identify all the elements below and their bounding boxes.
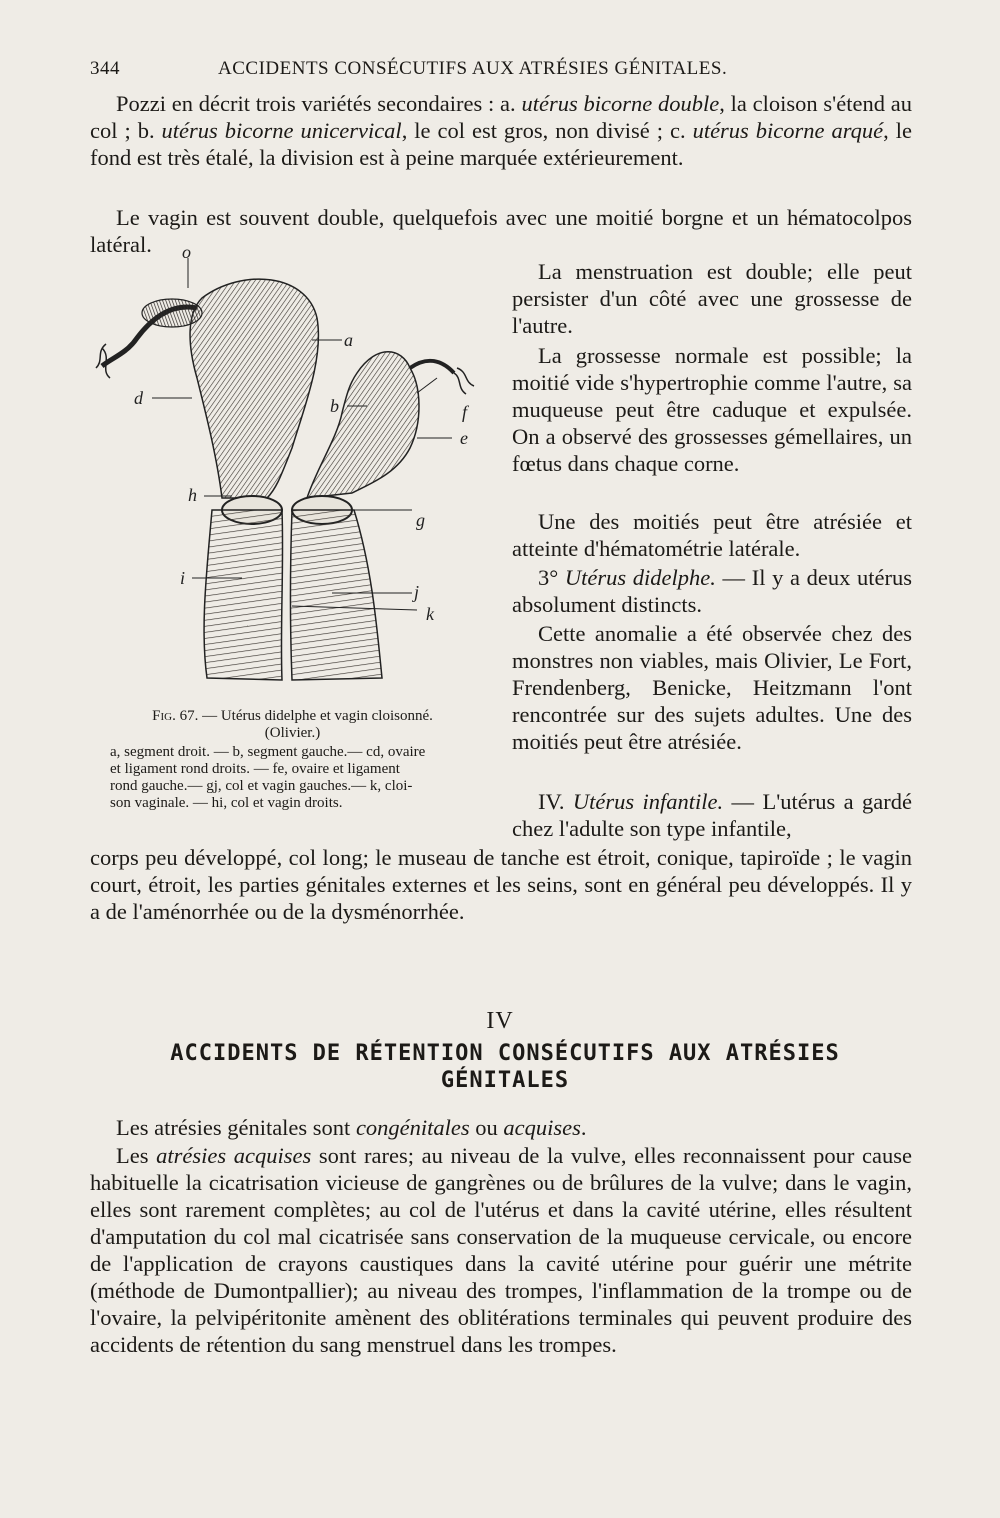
figure-label: f bbox=[462, 402, 468, 422]
text-run: . bbox=[580, 1115, 587, 1140]
italic-term: Utérus infantile. bbox=[572, 789, 724, 814]
text-run: ou bbox=[469, 1115, 504, 1140]
figure-label: e bbox=[460, 428, 468, 448]
text-run: Pozzi en décrit trois variétés secondaires : a. bbox=[116, 91, 522, 116]
text-run: sont rares; au niveau de la vulve, elles reconnaissent pour cause habituelle la cicatrisation vicieuse de gangrènes ou de brûlures de la vulve; dans le vagin, elles sont rarement complètes; au col de l'utérus et dans la cavité utérine, elles résultent d'amputation du col mal cicatrisée sans conservation de la muqueuse cervicale, ou encore de l'application de crayons caustiques dans la cavité utérine pour guérir une métrite (méthode de Dumontpallier); au niveau des trompes, l'inflammation de la trompe ou de l'ovaire, la pelvipéritonite amènent des oblitérations terminales qui peuvent produire des accidents de rétention du sang menstruel dans les trompes. bbox=[90, 1143, 912, 1357]
text-run: Les atrésies génitales sont bbox=[116, 1115, 356, 1140]
section-title: ACCIDENTS DE RÉTENTION CONSÉCUTIFS AUX ATRÉSIES GÉNITALES bbox=[170, 1041, 840, 1093]
paragraph-uterus-infantile bbox=[512, 788, 912, 842]
figure-label: o bbox=[182, 248, 191, 262]
text-run: 3° bbox=[538, 565, 565, 590]
paragraph-atresies-types bbox=[90, 1114, 912, 1141]
text-run: , le col est gros, non divisé ; c. bbox=[401, 118, 693, 143]
paragraph-atresie: Une des moitiés peut être atrésiée et atteinte d'hématométrie latérale. bbox=[512, 509, 912, 561]
running-title: ACCIDENTS CONSÉCUTIFS AUX ATRÉSIES GÉNITALES. bbox=[218, 58, 728, 79]
text-run: , la cloison s'étend au col ; b. bbox=[90, 91, 912, 143]
caption-title bbox=[110, 708, 475, 725]
figure-label: i bbox=[180, 568, 186, 588]
figure-label: b bbox=[330, 396, 339, 416]
paragraph-uterus-didelphe bbox=[512, 564, 912, 618]
italic-term: utérus bicorne double bbox=[521, 91, 720, 116]
caption-legend-line: et ligament rond droits. — fe, ovaire et ligament bbox=[110, 761, 400, 777]
paragraph-menstruation: La menstruation est double; elle peut persister d'un côté avec une grossesse de l'autre. bbox=[512, 259, 912, 338]
anatomical-illustration bbox=[92, 248, 490, 688]
figure-number: Fig. 67. bbox=[152, 708, 199, 724]
figure-label: a bbox=[344, 330, 353, 350]
paragraph-vagin-double: Le vagin est souvent double, quelquefois avec une moitié borgne et un hématocolpos latéral. bbox=[90, 205, 912, 257]
italic-term: utérus bicorne unicervical bbox=[161, 118, 402, 143]
figure-label: g bbox=[416, 510, 425, 530]
italic-term: utérus bicorne arqué bbox=[692, 118, 884, 143]
caption-text: — Utérus didelphe et vagin cloisonné. bbox=[198, 708, 433, 724]
text-run: — Il y a deux utérus absolument distincts. bbox=[512, 565, 912, 617]
italic-term: congénitales bbox=[355, 1115, 470, 1140]
page-number: 344 bbox=[90, 58, 120, 79]
text-run: IV. bbox=[538, 789, 573, 814]
paragraph-infantile-continued: corps peu développé, col long; le museau de tanche est étroit, conique, tapiroïde ; le vagin court, étroit, les parties génitales externes et les seins, sont en général peu développés. Il y a de l'aménorrhée ou de la dysménorrhée. bbox=[90, 845, 912, 924]
caption-legend bbox=[110, 744, 475, 812]
text-run: Les bbox=[116, 1143, 157, 1168]
figure-label: k bbox=[426, 604, 434, 624]
italic-term: atrésies acquises bbox=[156, 1143, 312, 1168]
italic-term: Utérus didelphe. bbox=[564, 565, 716, 590]
caption-source: (Olivier.) bbox=[264, 725, 321, 741]
figure-label: d bbox=[134, 388, 143, 408]
italic-term: acquises bbox=[503, 1115, 581, 1140]
paragraph-anomalie: Cette anomalie a été observée chez des monstres non viables, mais Olivier, Le Fort, Frendenberg, Benicke, Heitzmann l'ont rencontrée sur des sujets adultes. Une des moitiés peut être atrésiée. bbox=[512, 621, 912, 754]
paragraph-atresies-acquises bbox=[90, 1142, 912, 1358]
figure-uterus-didelphe bbox=[92, 248, 490, 688]
figure-label: j bbox=[414, 582, 420, 602]
paragraph-pozzi-varieties bbox=[90, 90, 912, 171]
text-run: — L'utérus a gardé chez l'adulte son type infantile, bbox=[512, 789, 912, 841]
figure-label: h bbox=[188, 485, 197, 505]
caption-legend-line: rond gauche.— gj, col et vagin gauches.— k, cloi- bbox=[110, 778, 413, 794]
section-number: IV bbox=[486, 1008, 514, 1034]
caption-legend-line: a, segment droit. — b, segment gauche.— cd, ovaire bbox=[110, 744, 426, 760]
paragraph-grossesse: La grossesse normale est possible; la moitié vide s'hypertrophie comme l'autre, sa muqueuse peut être caduque et expulsée. On a observé des grossesses gémellaires, un fœtus dans chaque corne. bbox=[512, 343, 912, 476]
text-run: , le fond est très étalé, la division est à peine marquée extérieurement. bbox=[90, 118, 912, 170]
figure-caption bbox=[110, 708, 475, 812]
caption-legend-line: son vaginale. — hi, col et vagin droits. bbox=[110, 795, 343, 811]
